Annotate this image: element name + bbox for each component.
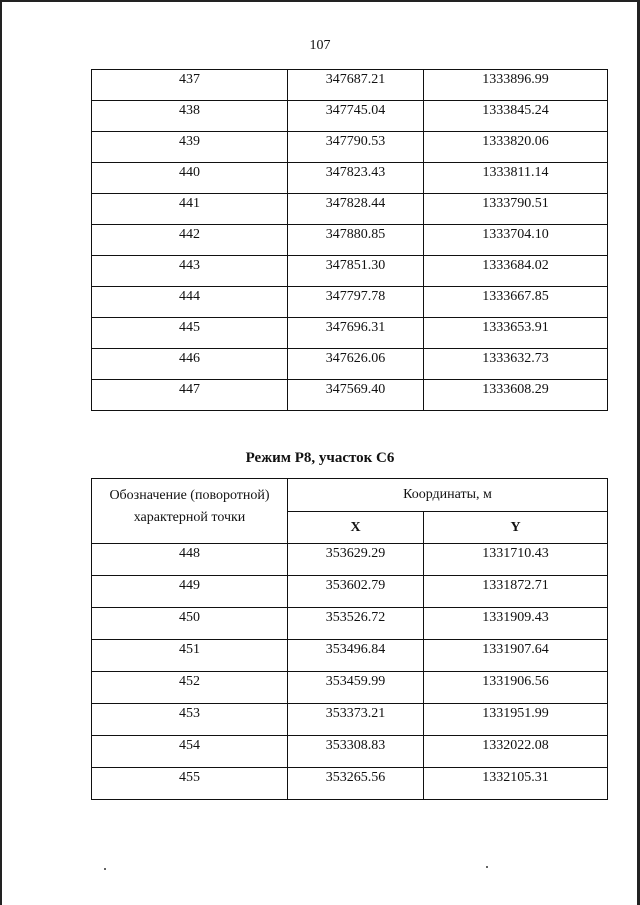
y-cell: 1333845.24 [424, 101, 608, 132]
point-cell: 442 [92, 225, 288, 256]
point-cell: 438 [92, 101, 288, 132]
header-coordinates: Координаты, м [288, 479, 608, 512]
point-cell: 449 [92, 576, 288, 608]
x-cell: 347626.06 [288, 349, 424, 380]
point-cell: 437 [92, 70, 288, 101]
table-row [92, 225, 608, 256]
table-row [92, 608, 608, 640]
coordinates-table-header [92, 479, 608, 544]
point-cell: 450 [92, 608, 288, 640]
x-cell: 347790.53 [288, 132, 424, 163]
y-cell: 1333632.73 [424, 349, 608, 380]
x-cell: 347828.44 [288, 194, 424, 225]
y-cell: 1331909.43 [424, 608, 608, 640]
x-cell: 347797.78 [288, 287, 424, 318]
table-row [92, 132, 608, 163]
table-row [92, 287, 608, 318]
x-cell: 347851.30 [288, 256, 424, 287]
x-cell: 353602.79 [288, 576, 424, 608]
y-cell: 1331907.64 [424, 640, 608, 672]
y-cell: 1331872.71 [424, 576, 608, 608]
table-row [92, 163, 608, 194]
x-cell: 353496.84 [288, 640, 424, 672]
x-cell: 353526.72 [288, 608, 424, 640]
y-cell: 1331906.56 [424, 672, 608, 704]
table-row [92, 544, 608, 576]
y-cell: 1333667.85 [424, 287, 608, 318]
x-cell: 347569.40 [288, 380, 424, 411]
point-cell: 441 [92, 194, 288, 225]
scan-speck [104, 868, 106, 870]
x-cell: 347823.43 [288, 163, 424, 194]
point-cell: 444 [92, 287, 288, 318]
table-row [92, 640, 608, 672]
point-cell: 443 [92, 256, 288, 287]
y-cell: 1333608.29 [424, 380, 608, 411]
y-cell: 1333820.06 [424, 132, 608, 163]
point-cell: 447 [92, 380, 288, 411]
table-row [92, 101, 608, 132]
y-cell: 1331710.43 [424, 544, 608, 576]
header-row [92, 479, 608, 512]
point-cell: 440 [92, 163, 288, 194]
coordinates-table-continued-body [92, 70, 608, 411]
point-cell: 439 [92, 132, 288, 163]
table-row [92, 576, 608, 608]
y-cell: 1331951.99 [424, 704, 608, 736]
coordinates-table-body [92, 544, 608, 800]
x-cell: 347687.21 [288, 70, 424, 101]
table-row [92, 256, 608, 287]
header-designation: Обозначение (поворотной) характерной точки [92, 479, 288, 544]
page-edge-top [0, 0, 640, 2]
x-cell: 353629.29 [288, 544, 424, 576]
x-cell: 353373.21 [288, 704, 424, 736]
table-row [92, 704, 608, 736]
point-cell: 446 [92, 349, 288, 380]
point-cell: 453 [92, 704, 288, 736]
section-title: Режим Р8, участок С6 [245, 450, 395, 466]
table-row [92, 194, 608, 225]
point-cell: 455 [92, 768, 288, 800]
coordinates-table-continued [91, 69, 608, 411]
table-row [92, 70, 608, 101]
x-cell: 347696.31 [288, 318, 424, 349]
table-row [92, 349, 608, 380]
y-cell: 1333704.10 [424, 225, 608, 256]
header-y: Y [424, 512, 608, 544]
y-cell: 1333896.99 [424, 70, 608, 101]
table-row [92, 768, 608, 800]
scan-speck [486, 866, 488, 868]
point-cell: 452 [92, 672, 288, 704]
x-cell: 347745.04 [288, 101, 424, 132]
x-cell: 347880.85 [288, 225, 424, 256]
point-cell: 445 [92, 318, 288, 349]
point-cell: 448 [92, 544, 288, 576]
point-cell: 451 [92, 640, 288, 672]
x-cell: 353459.99 [288, 672, 424, 704]
y-cell: 1333790.51 [424, 194, 608, 225]
table-row [92, 672, 608, 704]
y-cell: 1333684.02 [424, 256, 608, 287]
y-cell: 1333653.91 [424, 318, 608, 349]
table-row [92, 318, 608, 349]
page-number: 107 [309, 38, 331, 53]
x-cell: 353308.83 [288, 736, 424, 768]
header-x: X [288, 512, 424, 544]
y-cell: 1332105.31 [424, 768, 608, 800]
x-cell: 353265.56 [288, 768, 424, 800]
y-cell: 1332022.08 [424, 736, 608, 768]
table-row [92, 380, 608, 411]
point-cell: 454 [92, 736, 288, 768]
y-cell: 1333811.14 [424, 163, 608, 194]
coordinates-table [91, 478, 608, 800]
table-row [92, 736, 608, 768]
